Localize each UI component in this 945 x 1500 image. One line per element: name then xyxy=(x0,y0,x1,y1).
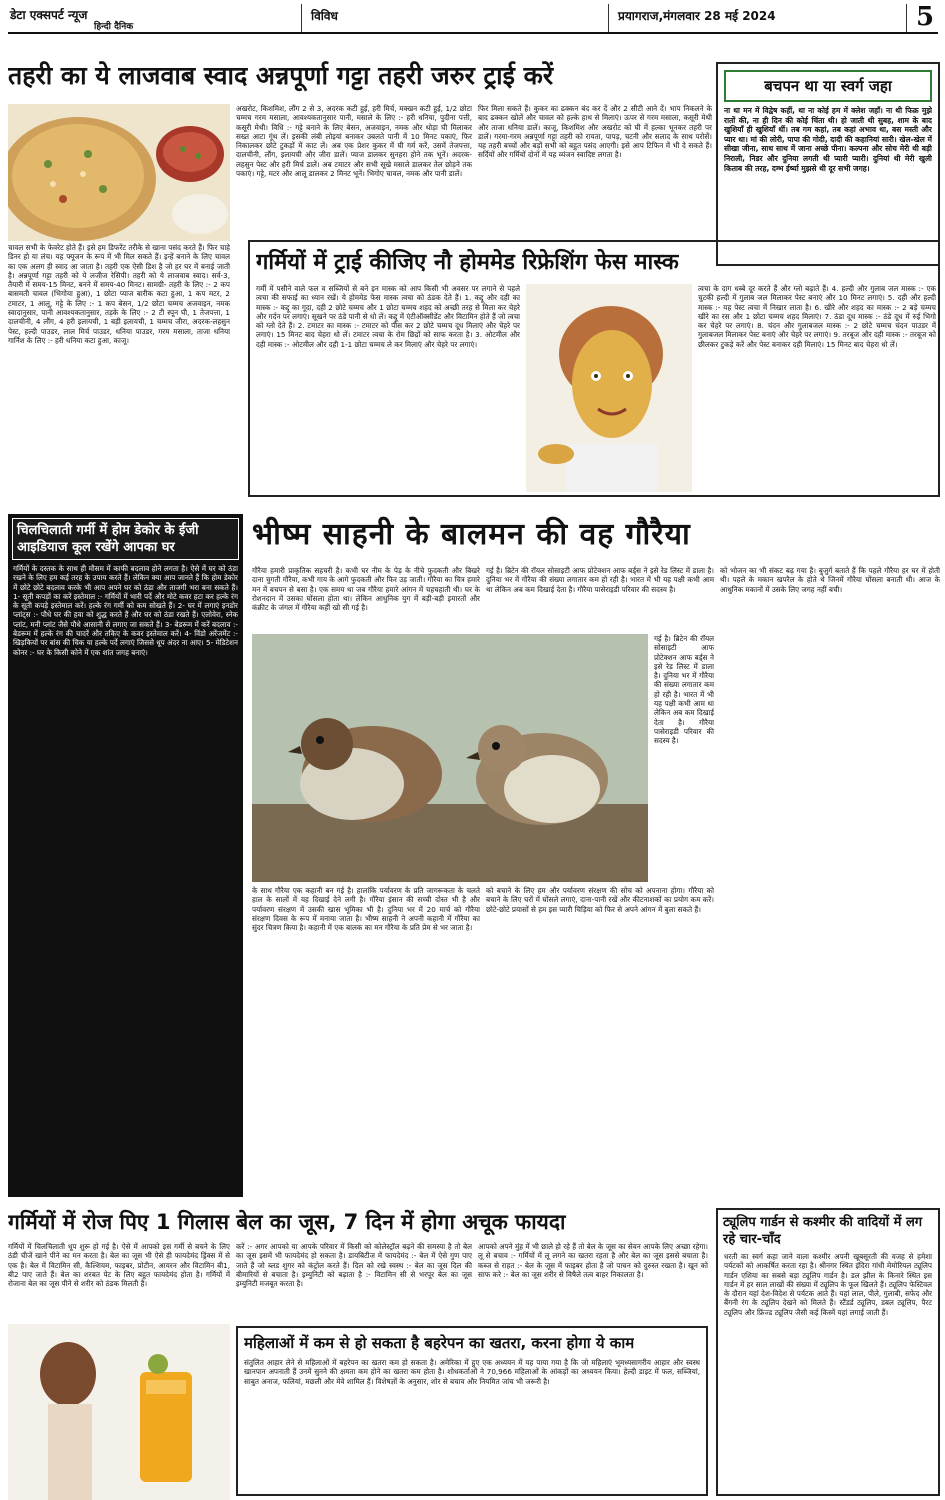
facemask-col2: त्वचा के दाग धब्बे दूर करते हैं और ग्लो बढ़ाते हैं। 4. हल्दी और गुलाब जल मास्क :- एक चुटकी हल्दी में गुलाब जल मिलाकर पेस्ट बनाएं और 10 मिनट लगाएं। 5. दही और हल्दी मास्क :- यह पेस्ट त्वचा में निखार लाता है। 6. खीरे और शहद का मास्क :- 2 बड़े चम्मच खीरे का रस और 1 छोटा चम्मच शहद मिलाएं। 7. ठंडा दूध मास्क :- ठंडे दूध में रुई भिगो कर चेहरे पर लगाएं। 8. चंदन और गुलाबजल मास्क :- 2 छोटे चम्मच चंदन पाउडर में गुलाबजल मिलाकर पेस्ट बनाएं और चेहरे पर लगाएं। 9. तरबूज और दही मास्क :- तरबूज को छीलकर टुकड़े करें और पेस्ट बनाकर दही मिलाएं। 15 मिनट बाद चेहरा धो लें। xyxy=(698,284,936,349)
tahri-dish-image xyxy=(8,104,230,241)
masthead-divider xyxy=(608,4,609,32)
masthead xyxy=(8,4,938,34)
masthead-divider xyxy=(301,4,302,32)
poem-box xyxy=(716,62,940,266)
bhishm-col3: को भोजन का भी संकट बढ़ गया है। बुजुर्ग बताते हैं कि पहले गौरैया हर घर में होती थी। पहले के मकान खपरैल के होते थे जिनमें गौरैया घोंसला बनाती थी। आज के आधुनिक मकानों में उसके लिए जगह नहीं बची। xyxy=(720,566,940,594)
poem-body: ना था मन में विद्वेष कहीं, था ना कोई हम में क्लेश जहाँ। ना थी फिक्र मुझे रातों की, ना ही दिन की कोई चिंता थी। हो जाती थी सुबह, शाम के बाद खुशियाँ ही खुशियाँ थीं। तब गम कहां, तब कहां अभाव था, बस मस्ती और प्यार था। मां की लोरी, पापा की गोदी, दादी की कहानियां सारी। खेल-खेल में सीखा जीना, साथ साथ में जाना अच्छे पीना। कल्पना और सोच मेरी थी बड़ी निराली, निडर और दुनिया लगती थी प्यारी प्यारी। दुनियां थी मेरी खुली किताब की तरह, दम्भ ईर्ष्या मुझसे थी दूर सभी जगह। xyxy=(724,106,932,173)
masthead-daily: हिन्दी दैनिक xyxy=(94,22,134,32)
masthead-divider xyxy=(906,4,907,32)
bhishm-col2: गई है। ब्रिटेन की रॉयल सोसाइटी आफ प्रोटेक्शन आफ बर्ड्स ने इसे रेड लिस्ट में डाला है। दुनिया भर में गौरैया की संख्या लगातार कम हो रही है। भारत में भी यह पक्षी कभी आम था लेकिन अब कम दिखाई देता है। गौरैया पासेराइडी परिवार की सदस्य है। xyxy=(486,566,714,594)
tahri-col1: चावल सभी के फेवरेट होते हैं। इसे हम डिफरेंट तरीके से खाना पसंद करते हैं। फिर चाहे डिनर हो या लंच। यह फ्यूजन के रूप में भी मिल सकते हैं। इन्हें बनाने के लिए चावल का एक अलग ही स्वाद आ जाता है। तहरी एक ऐसी डिश है जो हर घर में बनाई जाती है। अन्नपूर्णा गट्टा तहरी को ये लजीज रेसिपी। तहरी को ये लाजवाब स्वाद। सर्व-3, तैयारी में समय-15 मिनट, बनने में समय-40 मिनट। सामग्री- तहरी के लिए :- 2 कप बासमती चावल (भिगोया हुआ), 1 छोटा प्याज बारीक कटा हुआ, 1 कप मटर, 2 टमाटर, 1 आलू, गट्टे के लिए :- 1 कप बेसन, 1/2 छोटा चम्मच अजवाइन, नमक स्वादानुसार, पानी आवश्यकतानुसार, तड़के के लिए :- 2 टी स्पून घी, 1 तेजपत्ता, 1 दालचीनी, 4 लौंग, 4 हरी इलायची, 1 बड़ी इलायची, 1 चम्मच जीरा, अदरक-लहसुन पेस्ट, हल्दी पाउडर, लाल मिर्च पाउडर, धनिया पाउडर, गरम मसाला, ताजा धनिया गार्निश के लिए :- हरी धनिया कटा हुआ, काजू। xyxy=(8,243,230,345)
bel-juice-image xyxy=(8,1324,230,1500)
mahila-box xyxy=(236,1326,708,1496)
decor-headline: चिलचिलाती गर्मी में होम डेकोर के ईजी आइडियाज कूल रखेंगे आपका घर xyxy=(17,523,199,555)
facemask-box xyxy=(248,240,940,497)
place-date: प्रयागराज,मंगलवार 28 मई 2024 xyxy=(618,9,776,23)
facemask-photo xyxy=(526,284,692,492)
decor-headline-frame xyxy=(12,518,239,560)
tahri-col3: फिर मिला सकते हैं। कुकर का ढक्कन बंद कर दें और 2 सीटी आने दें। भाप निकलने के बाद ढक्कन खोलें और चावल को हल्के हाथ से मिलाएं। ऊपर से गरम मसाला, कसूरी मेथी और ताजा धनिया डालें। काजू, किशमिश और अखरोट को घी में हल्का भूनकर तहरी पर डालें। गरमा-गरम अन्नपूर्णा गट्टा तहरी को रायता, पापड़, चटनी और सलाद के साथ परोसें। यह तहरी बच्चों और बड़ों सभी को बहुत पसंद आएगी। इसे आप टिफिन में भी दे सकते हैं। सर्दियों और गर्मियों दोनों में यह व्यंजन स्वादिष्ट लगता है। xyxy=(478,104,712,160)
mahila-body: संतुलित आहार लेने से महिलाओं में बहरेपन का खतरा कम हो सकता है। अमेरिका में हुए एक अध्ययन में यह पाया गया है कि जो महिलाएं भूमध्यसागरीय आहार और स्वस्थ खानपान अपनाती हैं उनमें सुनने की क्षमता कम होने का खतरा कम होता है। शोधकर्ताओं ने 70,966 महिलाओं के आंकड़ों का अध्ययन किया। हेल्दी डाइट में फल, सब्जियां, साबुत अनाज, फलियां, मछली और मेवे शामिल हैं। विशेषज्ञों के अनुसार, शोर से बचाव और नियमित जांच भी जरूरी है। xyxy=(244,1358,700,1386)
section-name: विविध xyxy=(311,9,338,23)
tulip-body: धरती का स्वर्ग कहा जाने वाला कश्मीर अपनी खूबसूरती की वजह से हमेशा पर्यटकों को आकर्षित करता रहा है। श्रीनगर स्थित इंदिरा गांधी मेमोरियल ट्यूलिप गार्डन एशिया का सबसे बड़ा ट्यूलिप गार्डन है। डल झील के किनारे स्थित इस गार्डन में हर साल लाखों की संख्या में ट्यूलिप के फूल खिलते हैं। ट्यूलिप फेस्टिवल के दौरान यहां देश-विदेश से पर्यटक आते हैं। यहां लाल, पीले, गुलाबी, सफेद और बैंगनी रंग के ट्यूलिप देखने को मिलते हैं। स्टैंडर्ड ट्यूलिप, डबल ट्यूलिप, पैरट ट्यूलिप और फ्रिंज्ड ट्यूलिप जैसी कई किस्में यहां लगाई जाती हैं। xyxy=(724,1252,932,1317)
tahri-col2: अखरोट, किशमिश, लौंग 2 से 3, अदरक कटी हुई, हरी मिर्च, मक्खन कटी हुई, 1/2 छोटा चम्मच गरम मसाला, आवश्यकतानुसार पानी, मसाले के लिए :- हरी धनिया, पुदीना पत्ती, कसूरी मेथी। विधि :- गट्टे बनाने के लिए बेसन, अजवाइन, नमक और थोड़ा घी मिलाकर सख्त आटा गूंथ लें। इसकी लंबी लोइयां बनाकर उबलते पानी में 10 मिनट पकाएं, फिर निकालकर छोटे टुकड़ों में काट लें। अब एक प्रेशर कुकर में घी गर्म करें, उसमें तेजपत्ता, दालचीनी, लौंग, इलायची और जीरा डालें। प्याज डालकर सुनहरा होने तक भूनें। अदरक-लहसुन पेस्ट और हरी मिर्च डालें। अब टमाटर और सभी सूखे मसाले डालकर तेल छोड़ने तक पकाएं। गट्टे, मटर और आलू डालकर 2 मिनट भूनें। भिगोए चावल, नमक और पानी डालें। xyxy=(236,104,472,179)
bhishm-lower1: के साथ गौरैया एक कहानी बन गई है। हालांकि पर्यावरण के प्रति जागरूकता के चलते हाल के सालों में यह दिखाई देने लगी है। गौरैया इंसान की सच्ची दोस्त भी है और पर्यावरण संरक्षण में उसकी खास भूमिका भी है। दुनिया भर में 20 मार्च को गौरैया संरक्षण दिवस के रूप में मनाया जाता है। भीष्म साहनी ने अपनी कहानी में गौरैया का सुंदर चित्रण किया है। कहानी में एक बालक का मन गौरैया के प्रति प्रेम से भर जाता है। xyxy=(252,886,480,933)
decor-box xyxy=(8,514,243,1197)
tahri-headline: तहरी का ये लाजवाब स्वाद अन्नपूर्णा गट्टा तहरी जरुर ट्राई करें xyxy=(8,61,554,90)
sparrow-image xyxy=(252,634,648,882)
bhishm-lower2: को बचाने के लिए हम और पर्यावरण संरक्षण की सोच को अपनाना होगा। गौरैया को बचाने के लिए घरों में घोंसले लगाएं, दाना-पानी रखें और कीटनाशकों का प्रयोग कम करें। छोटे-छोटे प्रयासों से हम इस प्यारी चिड़िया को फिर से अपने आंगन में बुला सकते हैं। xyxy=(486,886,714,914)
bel-headline: गर्मियों में रोज पिए 1 गिलास बेल का जूस, 7 दिन में होगा अचूक फायदा xyxy=(8,1210,566,1234)
poem-title: बचपन था या स्वर्ग जहा xyxy=(724,70,932,102)
decor-body: गर्मियों के दस्तक के साथ ही मौसम में काफी बदलाव होने लगता है। ऐसे में घर को ठंडा रखने के लिए हम कई तरह के उपाय करते हैं। लेकिन क्या आप जानते हैं कि होम डेकोर में छोटे छोटे बदलाव करके भी आप अपने घर को ठंडा और ताजगी भरा बना सकते हैं। 1- सूती कपड़ों का करें इस्तेमाल :- गर्मियों में भारी पर्दे और मोटे कवर हटा कर हल्के रंग के सूती कपड़े इस्तेमाल करें। हल्के रंग गर्मी को कम सोखते हैं। 2- घर में लगाएं इनडोर प्लांट्स :- पौधे घर की हवा को शुद्ध करते हैं और घर को ठंडा रखते हैं। एलोवेरा, स्नेक प्लांट, मनी प्लांट जैसे पौधे आसानी से लगाए जा सकते हैं। 3- बेडरूम में करें बदलाव :- बेडरूम में हल्के रंग की चादरें और तकिए के कवर इस्तेमाल करें। 4- विंडो अरेंजमेंट :- खिड़कियों पर बांस की चिक या हल्के पर्दे लगाएं जिससे धूप अंदर ना आए। 5- मेडिटेशन कोनर :- घर के किसी कोने में एक शांत जगह बनाएं। xyxy=(13,564,238,657)
bel-col1: गर्मियों में चिलचिलाती धूप शुरू हो गई है। ऐसे में आपको इस गर्मी से बचने के लिए ठंडी चीजें खाने पीने का मन करता है। बेल का जूस भी ऐसे ही फायदेमंद ड्रिंक्स में से एक है। बेल में विटामिन सी, कैल्शियम, फाइबर, प्रोटीन, आयरन और विटामिन बी1, बी2 पाए जाते हैं। बेल का शरबत पेट के लिए बहुत फायदेमंद होता है। गर्मियों में रोजाना बेल का जूस पीने से शरीर को ठंडक मिलती है। xyxy=(8,1242,230,1289)
page-number: 5 xyxy=(916,2,935,32)
tahri-photo xyxy=(8,104,230,241)
masthead-brand: डेटा एक्सपर्ट न्यूज xyxy=(10,8,88,22)
bel-photo xyxy=(8,1324,230,1500)
face-mask-woman-image xyxy=(526,284,692,492)
facemask-col1: गर्मी में पसीने वाले फल व सब्जियों से बने इन मास्क को आप किसी भी अवसर पर लगाने से पहले त्वचा की सफाई का ध्यान रखें। ये होममेड फेस मास्क त्वचा को ठंडक देते हैं। 1. कद्दू और दही का मास्क :- कद्दू का गूदा, दही 2 छोटे चम्मच और 1 छोटा चम्मच शहद को अच्छी तरह से मिला कर चेहरे और गर्दन पर लगाएं। सूखने पर ठंडे पानी से धो लें। कद्दू में एंटीऑक्सीडेंट और विटामिन होते हैं जो त्वचा को ग्लो देते हैं। 2. टमाटर का मास्क :- टमाटर को पीस कर 2 छोटे चम्मच दूध मिलाएं और चेहरे पर लगाएं। 15 मिनट बाद चेहरा धो लें। टमाटर त्वचा के रोम छिद्रों को साफ करता है। 3. ओटमील और दही मास्क :- ओटमील और दही 1-1 छोटा चम्मच ले कर मिलाएं और चेहरे पर लगाएं। xyxy=(256,284,520,349)
facemask-headline: गर्मियों में ट्राई कीजिए नौ होममेड रिफ्रेशिंग फेस मास्क xyxy=(256,250,679,275)
bhishm-col1: गौरैया हमारी प्राकृतिक सहचरी है। कभी घर नीम के पेड़ के नीचे फुदकती और बिखरे दाना चुगती गौरैया, कभी गाय के आगे फुदकती और फिर उड़ जाती। गौरैया का चित्र हमारे मन में बचपन से बसा है। एक समय था जब गौरैया हमारे आंगन में चहचहाती थी। घर के रोशनदान में उसका घोंसला होता था। लेकिन आधुनिक युग में बड़ी-बड़ी इमारतों और कंक्रीट के जंगल में गौरैया कहीं खो सी गई है। xyxy=(252,566,480,613)
sparrow-photo xyxy=(252,634,648,882)
tulip-headline: ट्यूलिप गार्डन से कश्मीर की वादियों में लग रहे चार-चाँद xyxy=(723,1215,923,1247)
mahila-headline: महिलाओं में कम से हो सकता है बहरेपन का खतरा, करना होगा ये काम xyxy=(244,1334,635,1352)
bel-col2: करें :- अगर आपको या आपके परिवार में किसी को कोलेस्ट्रॉल बढ़ने की समस्या है तो बेल का जूस इसमें भी फायदेमंद हो सकता है। डायबिटीज में फायदेमंद :- बेल में ऐसे गुण पाए जाते हैं जो ब्लड शुगर को कंट्रोल करते हैं। दिल को रखे स्वस्थ :- बेल का जूस दिल की बीमारियों से बचाता है। इम्युनिटी को बढ़ाता है :- विटामिन सी से भरपूर बेल का जूस इम्युनिटी मजबूत करता है। xyxy=(236,1242,472,1289)
bel-col3: आपको अपने मुंह में भी छाले हो रहे हैं तो बेल के जूस का सेवन आपके लिए अच्छा रहेगा। लू से बचाव :- गर्मियों में लू लगने का खतरा रहता है और बेल का जूस इससे बचाता है। कब्ज से राहत :- बेल के जूस में फाइबर होता है जो पाचन को दुरुस्त रखता है। खून को साफ करे :- बेल का जूस शरीर से विषैले तत्व बाहर निकालता है। xyxy=(478,1242,708,1279)
bhishm-headline: भीष्म साहनी के बालमन की वह गौरैया xyxy=(252,517,691,552)
tulip-box xyxy=(716,1208,940,1496)
bhishm-wrap: गई है। ब्रिटेन की रॉयल सोसाइटी आफ प्रोटेक्शन आफ बर्ड्स ने इसे रेड लिस्ट में डाला है। दुनिया भर में गौरैया की संख्या लगातार कम हो रही है। भारत में भी यह पक्षी कभी आम था लेकिन अब कम दिखाई देता है। गौरैया पासेराइडी परिवार की सदस्य है। xyxy=(654,634,714,746)
